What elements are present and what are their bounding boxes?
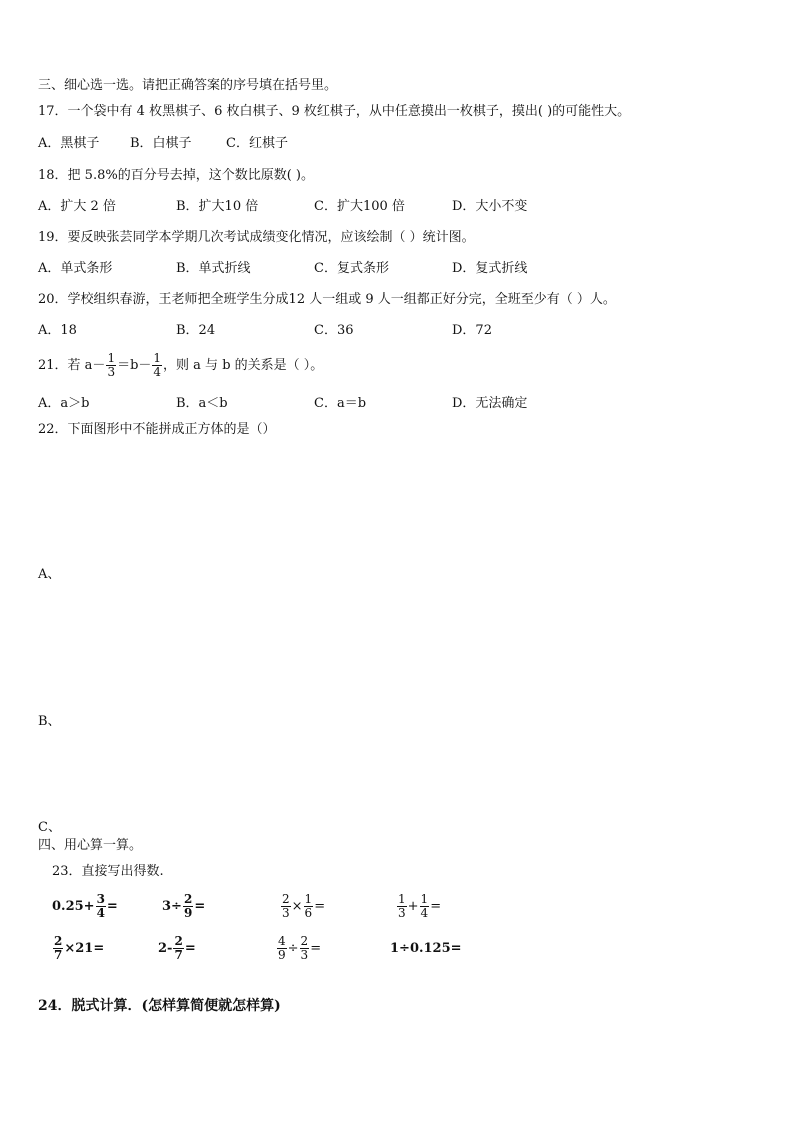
q23-item-6-fraction <box>173 935 183 962</box>
question-24-text: 24．脱式计算．(怎样算简便就怎样算) <box>38 998 281 1014</box>
q21-suffix: ，则 a 与 b 的关系是（ ）。 <box>163 357 324 373</box>
q17-option-a: A．黑棋子 <box>38 136 100 151</box>
q23-item-7-denominator-2: 3 <box>300 947 309 962</box>
q23-item-1-suffix: = <box>106 898 118 914</box>
q23-item-4-operator: + <box>407 898 419 914</box>
q23-item-2-prefix: 3÷ <box>162 898 182 914</box>
q18-option-b: B．扩大10 倍 <box>176 199 259 214</box>
q20-option-a: A．18 <box>38 323 77 338</box>
q23-item-5-suffix: ×21= <box>64 940 105 956</box>
q21-mid: ＝b－ <box>117 357 152 373</box>
q23-item-4-numerator-1: 1 <box>398 891 406 906</box>
q20-option-c: C．36 <box>314 323 354 338</box>
q21-option-b: B．a＜b <box>176 396 228 411</box>
q23-item-6-numerator: 2 <box>174 933 183 948</box>
q18-option-c: C．扩大100 倍 <box>314 199 405 214</box>
q23-item-4-suffix: = <box>430 898 442 914</box>
q23-item-4-fraction-2 <box>420 893 430 920</box>
q23-item-1-prefix: 0.25+ <box>52 898 95 914</box>
q19-option-c: C．复式条形 <box>314 261 389 276</box>
q19-option-d: D．复式折线 <box>452 261 528 276</box>
question-21-text <box>38 352 323 379</box>
q23-item-6-prefix: 2- <box>158 940 173 956</box>
q23-item-7-fraction-2 <box>300 935 310 962</box>
q23-item-8 <box>390 930 462 966</box>
q23-item-3-operator: × <box>291 898 303 914</box>
q23-item-3-fraction-1 <box>281 893 291 920</box>
q23-item-7 <box>276 930 321 966</box>
question-19-text: 19．要反映张芸同学本学期几次考试成绩变化情况，应该绘制（ ）统计图。 <box>38 230 475 245</box>
q23-item-1-denominator: 4 <box>96 905 105 920</box>
q23-item-4-denominator-1: 3 <box>398 905 406 920</box>
q18-option-a: A．扩大 2 倍 <box>38 199 116 214</box>
q23-item-4-fraction-1 <box>397 893 407 920</box>
q20-option-d: D．72 <box>452 323 492 338</box>
q23-item-7-suffix: = <box>310 940 322 956</box>
q22-figure-label-b: B、 <box>38 714 61 729</box>
q23-item-1-fraction <box>96 893 106 920</box>
q19-option-a: A．单式条形 <box>38 261 113 276</box>
q22-figure-label-c: C、 <box>38 820 61 835</box>
q23-item-5-numerator: 2 <box>54 933 63 948</box>
q23-item-1-numerator: 3 <box>96 891 105 906</box>
q23-item-2 <box>162 888 205 924</box>
q23-item-6-suffix: = <box>184 940 196 956</box>
question-17-text: 17．一个袋中有 4 枚黑棋子、6 枚白棋子、9 枚红棋子，从中任意摸出一枚棋子，摸出( )的可能性大。 <box>38 104 631 119</box>
section-4-heading: 四、用心算一算。 <box>38 838 143 853</box>
q21-fraction-1-denominator: 3 <box>107 365 116 379</box>
question-23-text: 23．直接写出得数. <box>52 864 164 879</box>
q20-option-b: B．24 <box>176 323 216 338</box>
q23-item-4-denominator-2: 4 <box>420 905 429 920</box>
q23-item-2-numerator: 2 <box>183 891 193 906</box>
q21-fraction-1 <box>106 352 116 379</box>
q22-figure-label-a: A、 <box>38 567 61 582</box>
q23-item-2-denominator: 9 <box>183 905 193 920</box>
q23-item-4 <box>396 888 441 924</box>
q23-item-2-fraction <box>183 893 193 920</box>
question-18-text: 18．把 5.8%的百分号去掉，这个数比原数( )。 <box>38 168 314 183</box>
q23-item-7-numerator-2: 2 <box>300 933 309 948</box>
q21-option-a: A．a＞b <box>38 396 90 411</box>
q23-item-3-numerator-2: 1 <box>304 891 313 906</box>
q21-fraction-1-numerator: 1 <box>107 351 116 365</box>
q23-item-5-fraction <box>53 935 63 962</box>
q21-option-c: C．a＝b <box>314 396 367 411</box>
question-20-text: 20．学校组织春游，王老师把全班学生分成12 人一组或 9 人一组都正好分完，全班至少有（ ）人。 <box>38 292 616 307</box>
q21-fraction-2-numerator: 1 <box>153 351 162 365</box>
q23-item-5 <box>52 930 104 966</box>
q19-option-b: B．单式折线 <box>176 261 251 276</box>
q18-option-d: D．大小不变 <box>452 199 528 214</box>
q21-fraction-2-denominator: 4 <box>153 365 162 379</box>
q23-item-4-numerator-2: 1 <box>420 891 429 906</box>
q23-item-1 <box>52 888 118 924</box>
q21-prefix: 21．若 a－ <box>38 357 106 373</box>
q23-item-7-fraction-1 <box>277 935 287 962</box>
q23-item-6-denominator: 7 <box>174 947 183 962</box>
q23-item-2-suffix: = <box>194 898 206 914</box>
question-22-text: 22．下面图形中不能拼成正方体的是（） <box>38 422 276 437</box>
q23-item-7-denominator-1: 9 <box>278 947 286 962</box>
q23-item-3-denominator-1: 3 <box>282 905 290 920</box>
q23-item-3-numerator-1: 2 <box>282 891 290 906</box>
q23-item-5-denominator: 7 <box>54 947 63 962</box>
q23-item-3-suffix: = <box>314 898 326 914</box>
q23-item-3-fraction-2 <box>304 893 314 920</box>
q21-option-d: D．无法确定 <box>452 396 528 411</box>
q23-item-7-operator: ÷ <box>287 940 299 956</box>
q21-fraction-2 <box>152 352 162 379</box>
q17-option-b: B．白棋子 <box>130 136 192 151</box>
q23-item-7-numerator-1: 4 <box>278 933 286 948</box>
q23-item-6 <box>158 930 196 966</box>
q23-item-3 <box>280 888 325 924</box>
section-3-heading: 三、细心选一选。请把正确答案的序号填在括号里。 <box>38 78 338 93</box>
q23-item-3-denominator-2: 6 <box>304 905 313 920</box>
q23-item-8-expression: 1÷0.125= <box>390 940 462 956</box>
q17-option-c: C．红棋子 <box>226 136 288 151</box>
